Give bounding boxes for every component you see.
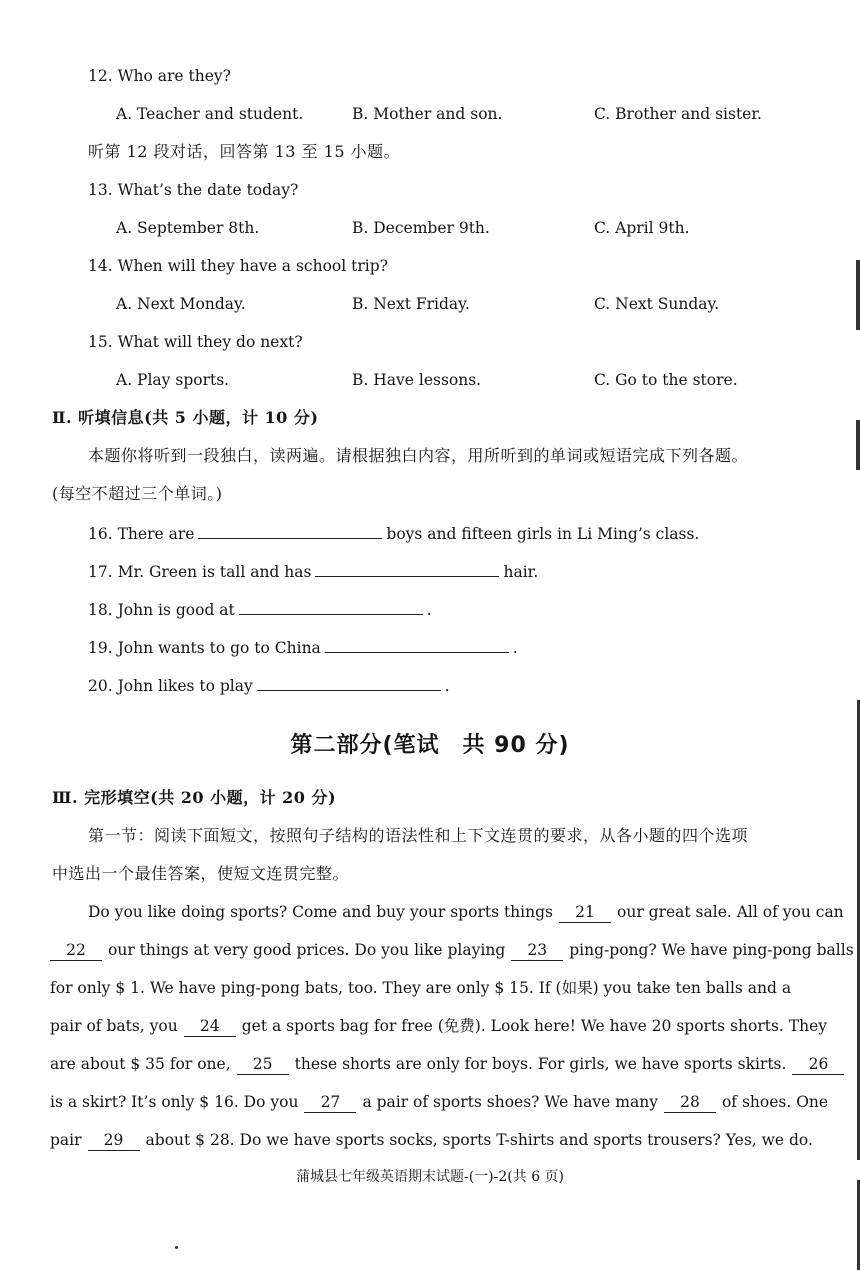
passage-text: these shorts are only for boys. For girls, we have sports skirts. (294, 1055, 787, 1073)
answer-blank-17[interactable] (315, 560, 499, 577)
passage-text: pair of bats, you (50, 1017, 178, 1035)
option-14c: C. Next Sunday. (594, 295, 720, 313)
option-14a: A. Next Monday. (116, 295, 246, 313)
passage-text: get a sports bag for free (免费). Look here! We have 20 sports shorts. They (241, 1017, 828, 1035)
option-14b: B. Next Friday. (352, 295, 470, 313)
question-19-text: 19. John wants to go to China (88, 639, 321, 657)
passage-text: our things at very good prices. Do you like playing (108, 941, 506, 959)
option-15b: B. Have lessons. (352, 371, 482, 389)
passage-text: a pair of sports shoes? We have many (362, 1093, 658, 1111)
section-2-instruction-1: 本题你将听到一段独白，读两遍。请根据独白内容，用所听到的单词或短语完成下列各题。 (88, 446, 749, 465)
passage-text: pair (50, 1131, 82, 1149)
question-17-text-end: hair. (503, 563, 539, 581)
option-13c: C. April 9th. (594, 219, 690, 237)
cloze-blank-22[interactable]: 22 (50, 940, 102, 961)
question-12: 12. Who are they? (88, 67, 231, 85)
option-12b: B. Mother and son. (352, 105, 503, 123)
question-17-text: 17. Mr. Green is tall and has (88, 563, 312, 581)
passage-text: are about $ 35 for one, (50, 1055, 231, 1073)
section-3-instruction-2: 中选出一个最佳答案，使短文连贯完整。 (52, 864, 350, 883)
scan-edge-artifact (856, 420, 860, 470)
passage-line-1 (88, 902, 844, 923)
passage-line-4 (50, 1016, 827, 1037)
passage-line-5 (50, 1054, 850, 1075)
cloze-blank-28[interactable]: 28 (664, 1092, 716, 1113)
cloze-blank-25[interactable]: 25 (237, 1054, 289, 1075)
question-16-text: 16. There are (88, 525, 195, 543)
option-15a: A. Play sports. (116, 371, 230, 389)
section-3-heading: Ⅲ. 完形填空(共 20 小题，计 20 分) (52, 788, 337, 807)
question-18 (88, 598, 432, 620)
section-2-heading: Ⅱ. 听填信息(共 5 小题，计 10 分) (52, 408, 319, 427)
question-20 (88, 674, 450, 696)
answer-blank-16[interactable] (198, 522, 382, 539)
part-2-title: 第二部分(笔试 共 90 分) (290, 733, 570, 758)
option-13a: A. September 8th. (116, 219, 260, 237)
section-2-instruction-2: (每空不超过三个单词。) (52, 484, 223, 503)
question-16-text-end: boys and fifteen girls in Li Ming’s class. (386, 525, 700, 543)
passage-text: is a skirt? It’s only $ 16. Do you (50, 1093, 299, 1111)
passage-text: about $ 28. Do we have sports socks, sports T-shirts and sports trousers? Yes, we do. (145, 1131, 813, 1149)
question-18-text-end: . (426, 601, 432, 619)
question-16 (88, 522, 699, 544)
passage-text: of shoes. One (721, 1093, 829, 1111)
passage-line-6 (50, 1092, 828, 1113)
question-20-text-end: . (444, 677, 450, 695)
answer-blank-20[interactable] (257, 674, 441, 691)
option-12c: C. Brother and sister. (594, 105, 762, 123)
cloze-blank-24[interactable]: 24 (184, 1016, 236, 1037)
page-footer: 蒲城县七年级英语期末试题-(一)-2(共 6 页) (295, 1169, 565, 1185)
cloze-blank-29[interactable]: 29 (88, 1130, 140, 1151)
section-3-instruction-1: 第一节：阅读下面短文，按照句子结构的语法性和上下文连贯的要求，从各小题的四个选项 (88, 826, 749, 845)
passage-text: our great sale. All of you can (617, 903, 844, 921)
question-15: 15. What will they do next? (88, 333, 303, 351)
answer-blank-18[interactable] (239, 598, 423, 615)
question-14: 14. When will they have a school trip? (88, 257, 388, 275)
cloze-blank-26[interactable]: 26 (792, 1054, 844, 1075)
passage-text: Do you like doing sports? Come and buy your sports things (88, 903, 553, 921)
question-18-text: 18. John is good at (88, 601, 235, 619)
option-15c: C. Go to the store. (594, 371, 738, 389)
answer-blank-19[interactable] (325, 636, 509, 653)
cloze-blank-23[interactable]: 23 (511, 940, 563, 961)
scan-speck (175, 1246, 178, 1249)
question-19 (88, 636, 518, 658)
question-19-text-end: . (512, 639, 518, 657)
option-12a: A. Teacher and student. (116, 105, 304, 123)
question-17 (88, 560, 538, 582)
passage-line-2 (50, 940, 854, 961)
passage-text: ping-pong? We have ping-pong balls (569, 941, 854, 959)
scan-edge-artifact (856, 260, 860, 330)
passage-line-7 (50, 1130, 813, 1151)
question-20-text: 20. John likes to play (88, 677, 253, 695)
passage-line-3: for only $ 1. We have ping-pong bats, too. They are only $ 15. If (如果) you take ten balls and a (50, 979, 792, 997)
dialog-12-instruction: 听第 12 段对话，回答第 13 至 15 小题。 (88, 142, 401, 161)
cloze-blank-21[interactable]: 21 (559, 902, 611, 923)
cloze-blank-27[interactable]: 27 (304, 1092, 356, 1113)
option-13b: B. December 9th. (352, 219, 490, 237)
question-13: 13. What’s the date today? (88, 181, 299, 199)
